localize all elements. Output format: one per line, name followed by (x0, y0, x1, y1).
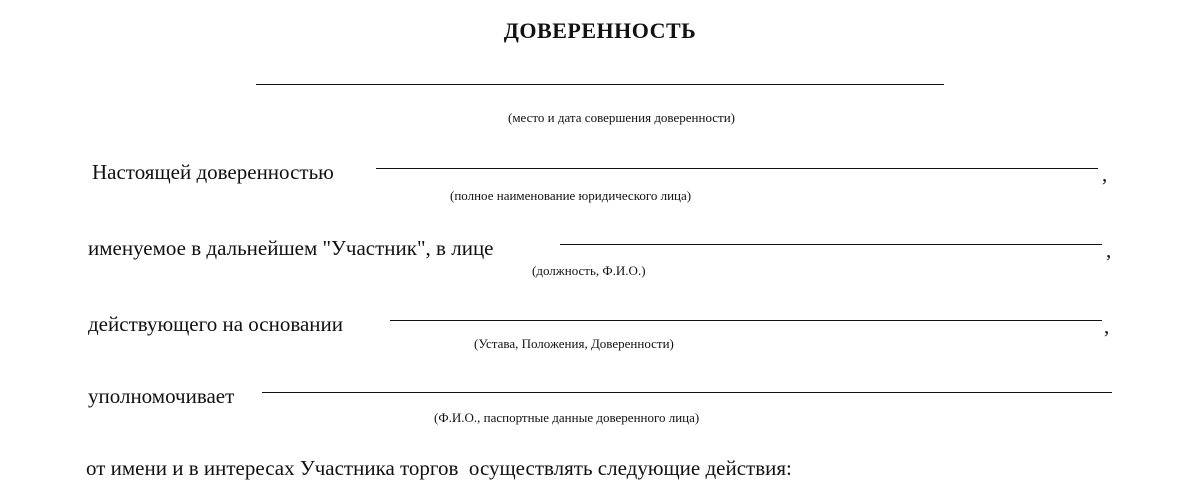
row-label-principal: Настоящей доверенностью (92, 160, 334, 184)
legal-entity-name-caption: (полное наименование юридического лица) (450, 188, 692, 203)
row-label-basis: действующего на основании (88, 312, 344, 336)
document-title: ДОВЕРЕННОСТЬ (503, 18, 697, 43)
row-comma: , (1104, 314, 1110, 338)
row-comma: , (1102, 162, 1108, 186)
basis-document-field[interactable] (390, 320, 1102, 321)
attorney-details-field[interactable] (262, 392, 1112, 393)
attorney-details-caption: (Ф.И.О., паспортные данные доверенного лица) (434, 410, 700, 425)
row-comma: , (1106, 238, 1112, 262)
legal-entity-name-field[interactable] (376, 168, 1098, 169)
basis-document-caption: (Устава, Положения, Доверенности) (474, 336, 674, 351)
closing-text: от имени и в интересах Участника торгов осуществлять следующие действия: (86, 456, 792, 480)
place-date-caption: (место и дата совершения доверенности) (508, 110, 736, 125)
position-name-caption: (должность, Ф.И.О.) (532, 263, 646, 278)
row-label-representative: именуемое в дальнейшем "Участник", в лице (88, 236, 494, 260)
row-label-authorizes: уполномочивает (88, 384, 235, 408)
position-name-field[interactable] (560, 244, 1102, 245)
place-date-field[interactable] (256, 84, 944, 85)
